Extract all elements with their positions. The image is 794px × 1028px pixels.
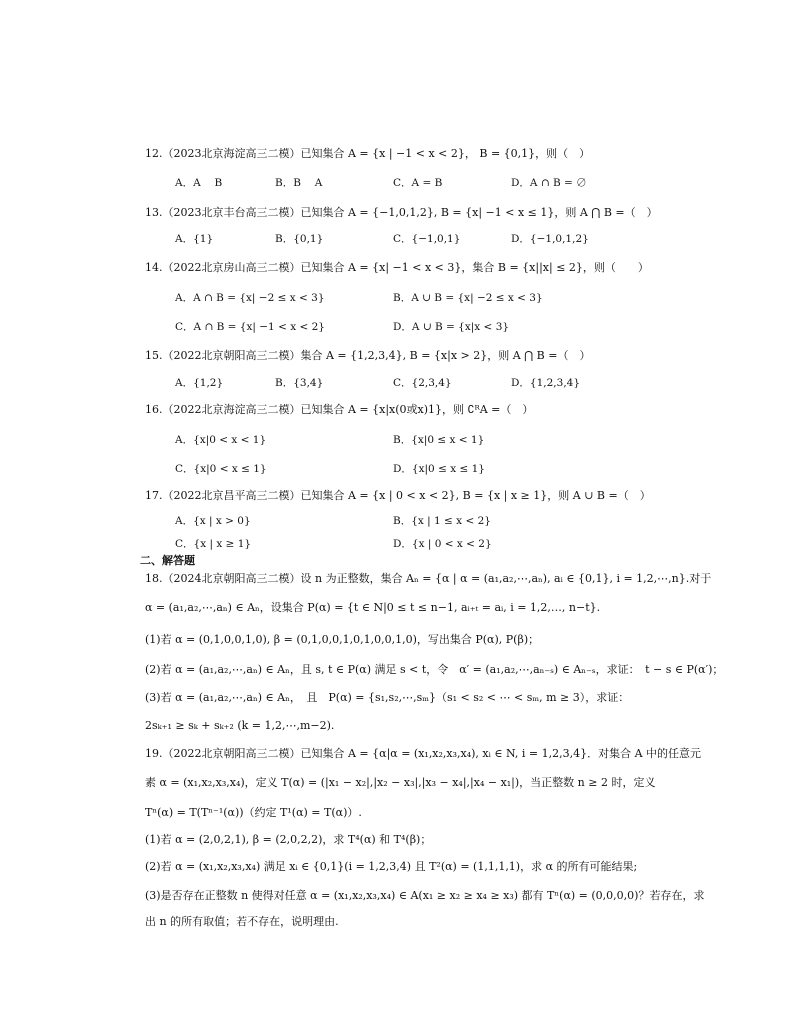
question-15-stem: 15.（2022北京朝阳高三二模）集合 A = {1,2,3,4}, B = {x|x > 2}，则 A ⋂ B =（ ） <box>145 349 591 362</box>
q19-line-3: Tⁿ(α) = T(Tⁿ⁻¹(α))（约定 T¹(α) = T(α)）. <box>145 806 362 819</box>
q13-option-c: C．{−1,0,1} <box>393 233 461 245</box>
q18-part-3-cont: 2sₖ₊₁ ≥ sₖ + sₖ₊₂ (k = 1,2,⋯,m−2). <box>145 719 335 732</box>
q19-part-3: (3)是否存在正整数 n 使得对任意 α = (x₁,x₂,x₃,x₄) ∈ A(x₁ ≥ x₂ ≥ x₄ ≥ x₃) 都有 Tⁿ(α) = (0,0,0,0)？若存在，求 <box>145 889 705 902</box>
q16-option-a: A．{x|0 < x < 1} <box>175 434 267 446</box>
q18-line-1: 18.（2024北京朝阳高三二模）设 n 为正整数，集合 Aₙ = {α | α = (a₁,a₂,⋯,aₙ), aᵢ ∈ {0,1}, i = 1,2,⋯,n}.对于 <box>145 572 712 585</box>
q18-part-1: (1)若 α = (0,1,0,0,1,0), β = (0,1,0,0,1,0,1,0,0,1,0)，写出集合 P(α), P(β)； <box>145 633 540 646</box>
q15-option-b: B．{3,4} <box>275 377 324 389</box>
q14-option-b: B．A ∪ B = {x| −2 ≤ x < 3} <box>393 292 543 304</box>
q19-part-2: (2)若 α = (x₁,x₂,x₃,x₄) 满足 xᵢ ∈ {0,1}(i = 1,2,3,4) 且 T²(α) = (1,1,1,1)，求 α 的所有可能结果; <box>145 860 638 873</box>
q17-option-b: B．{x | 1 ≤ x < 2} <box>393 515 491 527</box>
question-12-stem: 12.（2023北京海淀高三二模）已知集合 A = {x | −1 < x < 2}， B = {0,1}，则（ ） <box>145 147 591 160</box>
q18-line-2: α = (a₁,a₂,⋯,aₙ) ∈ Aₙ，设集合 P(α) = {t ∈ N|0 ≤ t ≤ n−1, aᵢ₊ₜ = aᵢ, i = 1,2,…, n−t}. <box>145 601 601 614</box>
q13-option-b: B．{0,1} <box>275 233 324 245</box>
q12-option-d: D．A ∩ B = ∅ <box>511 177 587 189</box>
q13-option-d: D．{−1,0,1,2} <box>511 233 589 245</box>
q18-part-3: (3)若 α = (a₁,a₂,⋯,aₙ) ∈ Aₙ， 且 P(α) = {s₁,s₂,⋯,sₘ}（s₁ < s₂ < ⋯ < sₘ, m ≥ 3），求证： <box>145 691 630 704</box>
q16-option-d: D．{x|0 ≤ x ≤ 1} <box>393 463 485 475</box>
q15-option-a: A．{1,2} <box>175 377 224 389</box>
q16-option-c: C．{x|0 < x ≤ 1} <box>175 463 267 475</box>
question-13-stem: 13.（2023北京丰台高三二模）已知集合 A = {−1,0,1,2}, B = {x| −1 < x ≤ 1}，则 A ⋂ B =（ ） <box>145 206 658 219</box>
q15-option-c: C．{2,3,4} <box>393 377 452 389</box>
q12-option-b: B．B A <box>275 177 323 189</box>
q12-option-c: C．A = B <box>393 177 443 189</box>
q14-option-d: D．A ∪ B = {x|x < 3} <box>393 321 510 333</box>
question-14-stem: 14.（2022北京房山高三二模）已知集合 A = {x| −1 < x < 3}，集合 B = {x||x| ≤ 2}，则（ ） <box>145 261 649 274</box>
q15-option-d: D．{1,2,3,4} <box>511 377 581 389</box>
q19-line-2: 素 α = (x₁,x₂,x₃,x₄)，定义 T(α) = (|x₁ − x₂|,|x₂ − x₃|,|x₃ − x₄|,|x₄ − x₁|)，当正整数 n ≥ 2 时，定义 <box>145 776 656 789</box>
q13-option-a: A．{1} <box>175 233 214 245</box>
q17-option-a: A．{x | x > 0} <box>175 515 251 527</box>
q19-line-1: 19.（2022北京朝阳高三二模）已知集合 A = {α|α = (x₁,x₂,x₃,x₄), xᵢ ∈ N, i = 1,2,3,4}．对集合 A 中的任意元 <box>145 747 702 760</box>
q16-option-b: B．{x|0 ≤ x < 1} <box>393 434 485 446</box>
q14-option-c: C．A ∩ B = {x| −1 < x < 2} <box>175 321 325 333</box>
question-17-stem: 17.（2022北京昌平高三二模）已知集合 A = {x | 0 < x < 2}, B = {x | x ≥ 1}，则 A ∪ B =（ ） <box>145 489 651 502</box>
q18-part-2: (2)若 α = (a₁,a₂,⋯,aₙ) ∈ Aₙ，且 s, t ∈ P(α) 满足 s < t，令 α′ = (a₁,a₂,⋯,aₙ₋ₛ) ∈ Aₙ₋ₛ，求证： t − s ∈ P(α′)； <box>145 663 724 676</box>
q19-part-1: (1)若 α = (2,0,2,1), β = (2,0,2,2)，求 T⁴(α) 和 T⁴(β)； <box>145 833 432 846</box>
q12-option-a: A．A B <box>175 177 223 189</box>
q19-part-3-cont: 出 n 的所有取值；若不存在，说明理由. <box>145 915 339 928</box>
question-16-stem: 16.（2022北京海淀高三二模）已知集合 A = {x|x(0或x)1}，则 ∁ᴿA =（ ） <box>145 403 534 416</box>
q17-option-c: C．{x | x ≥ 1} <box>175 538 252 550</box>
q17-option-d: D．{x | 0 < x < 2} <box>393 538 492 550</box>
q14-option-a: A．A ∩ B = {x| −2 ≤ x < 3} <box>175 292 325 304</box>
section-title-answer-questions: 二、解答题 <box>140 554 195 567</box>
